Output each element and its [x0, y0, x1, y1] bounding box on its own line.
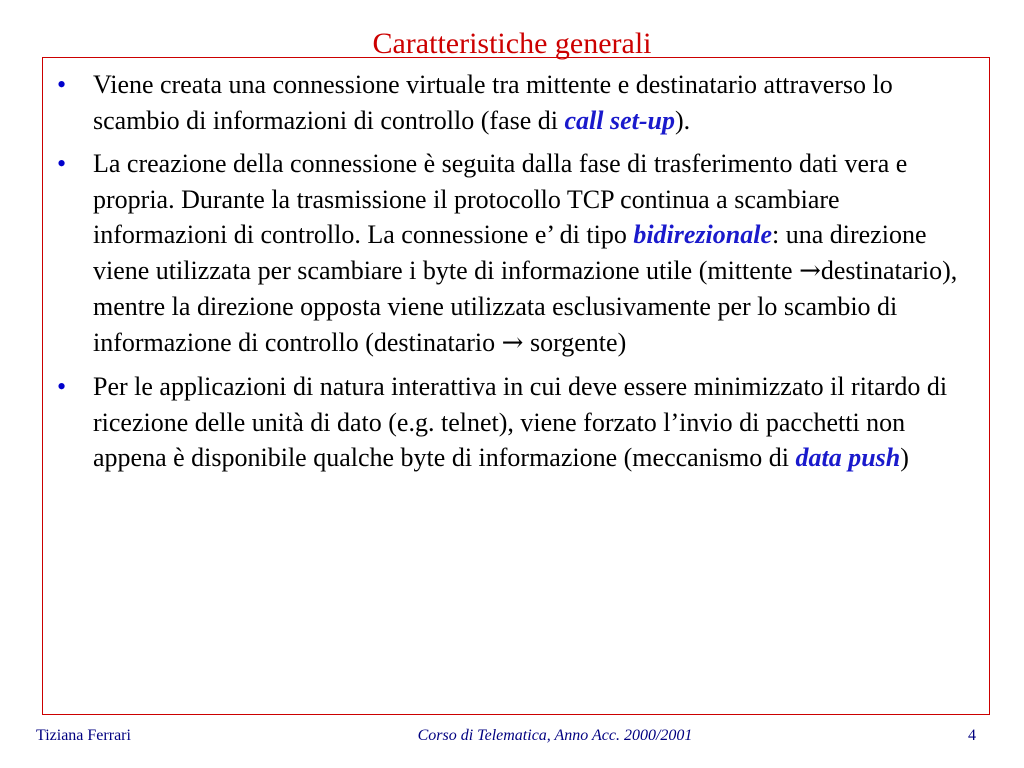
- highlight-data-push: data push: [795, 443, 901, 472]
- highlight-bidirezionale: bidirezionale: [633, 220, 772, 249]
- highlight-call-setup: call set-up: [564, 105, 675, 135]
- bullet-text: Viene creata una connessione virtuale tra mittente e destinatario attraverso lo scambio di informazioni di controllo (fase di: [93, 70, 893, 135]
- bullet-text: ).: [675, 105, 691, 135]
- right-arrow-icon: →: [799, 255, 821, 286]
- bullet-text: : una direzione viene utilizzata per scambiare i byte di informazione utile (mittente: [93, 220, 927, 285]
- slide-title: Caratteristiche generali: [372, 27, 652, 60]
- footer-author: Tiziana Ferrari: [36, 727, 131, 744]
- bullet-text: sorgente): [523, 327, 627, 357]
- bullet-list: [57, 67, 977, 484]
- bullet-item-data-push: [57, 369, 977, 476]
- bullet-text: ): [900, 443, 909, 472]
- bullet-dot-icon: •: [57, 70, 67, 99]
- content-box: [42, 57, 990, 715]
- page-number: 4: [968, 727, 976, 744]
- footer-course: Corso di Telematica, Anno Acc. 2000/2001: [417, 727, 693, 744]
- bullet-text: Per le applicazioni di natura interattiva in cui deve essere minimizzato il ritardo di ricezione delle unità di dato (e.g. telnet), viene forzato l’invio di pacchetti non appena è disponibile qualche byte di informazione (meccanismo di: [93, 372, 948, 472]
- bullet-item-call-setup: [57, 67, 977, 138]
- bullet-text: destinatario), mentre la direzione opposta viene utilizzata esclusivamente per lo scambio di informazione di controllo (destinatario: [93, 255, 958, 357]
- bullet-item-bidirectional: [57, 146, 977, 361]
- bullet-dot-icon: •: [57, 372, 67, 401]
- right-arrow-icon: →: [501, 327, 524, 358]
- bullet-dot-icon: •: [57, 149, 67, 178]
- bullet-text: La creazione della connessione è seguita dalla fase di trasferimento dati vera e propria. Durante la trasmissione il protocollo TCP continua a scambiare informazioni di controllo. La connessione e’ di tipo: [93, 149, 908, 249]
